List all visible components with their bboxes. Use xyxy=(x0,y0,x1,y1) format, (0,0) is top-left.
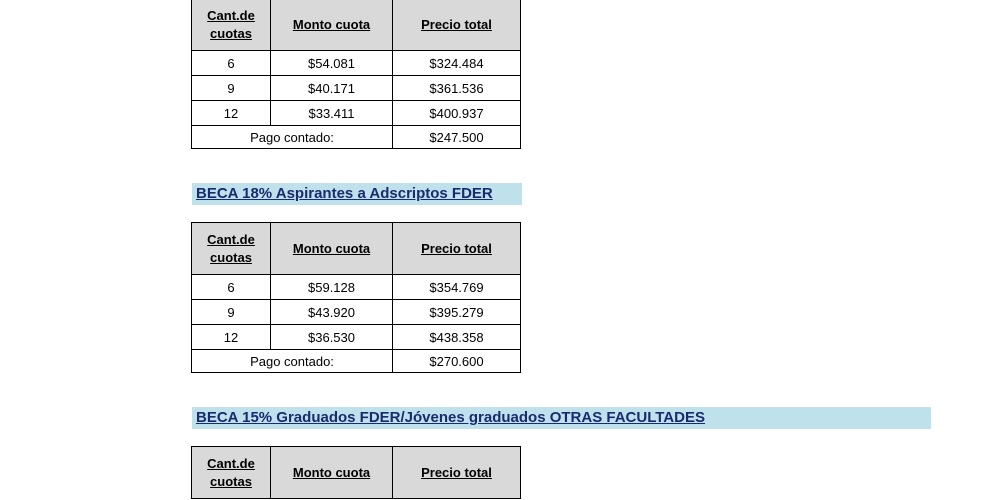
section-title-beca-15 xyxy=(192,407,931,429)
cell-monto: $40.171 xyxy=(271,76,393,101)
header-precio-total: Precio total xyxy=(393,447,521,499)
table-row xyxy=(192,300,521,325)
price-table-2 xyxy=(191,222,521,373)
table-row xyxy=(192,325,521,350)
cell-cuotas: 12 xyxy=(192,101,271,126)
header-cant-cuotas: Cant.de cuotas xyxy=(192,0,271,51)
section-title-beca-18 xyxy=(192,183,522,205)
table-row xyxy=(192,76,521,101)
cell-cuotas: 9 xyxy=(192,76,271,101)
header-monto-cuota: Monto cuota xyxy=(271,447,393,499)
header-monto-cuota: Monto cuota xyxy=(271,223,393,275)
cell-cuotas: 6 xyxy=(192,51,271,76)
price-table-3 xyxy=(191,446,521,499)
table-header-row xyxy=(192,0,521,51)
cell-monto: $59.128 xyxy=(271,275,393,300)
cash-payment-price: $270.600 xyxy=(393,350,521,373)
cell-precio: $354.769 xyxy=(393,275,521,300)
cell-monto: $43.920 xyxy=(271,300,393,325)
header-monto-cuota: Monto cuota xyxy=(271,0,393,51)
cash-payment-price: $247.500 xyxy=(393,126,521,149)
section-title-text: BECA 15% Graduados FDER/Jóvenes graduados OTRAS FACULTADES xyxy=(196,409,705,426)
cell-precio: $400.937 xyxy=(393,101,521,126)
header-precio-total: Precio total xyxy=(393,223,521,275)
cash-payment-row xyxy=(192,350,521,373)
cash-payment-label: Pago contado: xyxy=(192,126,393,149)
cell-cuotas: 6 xyxy=(192,275,271,300)
table-row xyxy=(192,101,521,126)
table-header-row xyxy=(192,447,521,499)
table-header-row xyxy=(192,223,521,275)
cell-precio: $324.484 xyxy=(393,51,521,76)
cell-cuotas: 12 xyxy=(192,325,271,350)
header-cant-cuotas: Cant.de cuotas xyxy=(192,447,271,499)
cell-precio: $438.358 xyxy=(393,325,521,350)
cash-payment-row xyxy=(192,126,521,149)
cell-monto: $33.411 xyxy=(271,101,393,126)
cell-precio: $361.536 xyxy=(393,76,521,101)
header-precio-total: Precio total xyxy=(393,0,521,51)
cell-cuotas: 9 xyxy=(192,300,271,325)
cash-payment-label: Pago contado: xyxy=(192,350,393,373)
cell-precio: $395.279 xyxy=(393,300,521,325)
header-cant-cuotas: Cant.de cuotas xyxy=(192,223,271,275)
cell-monto: $54.081 xyxy=(271,51,393,76)
cell-monto: $36.530 xyxy=(271,325,393,350)
section-title-text: BECA 18% Aspirantes a Adscriptos FDER xyxy=(196,185,493,202)
table-row xyxy=(192,51,521,76)
table-row xyxy=(192,275,521,300)
price-table-1 xyxy=(191,0,521,149)
